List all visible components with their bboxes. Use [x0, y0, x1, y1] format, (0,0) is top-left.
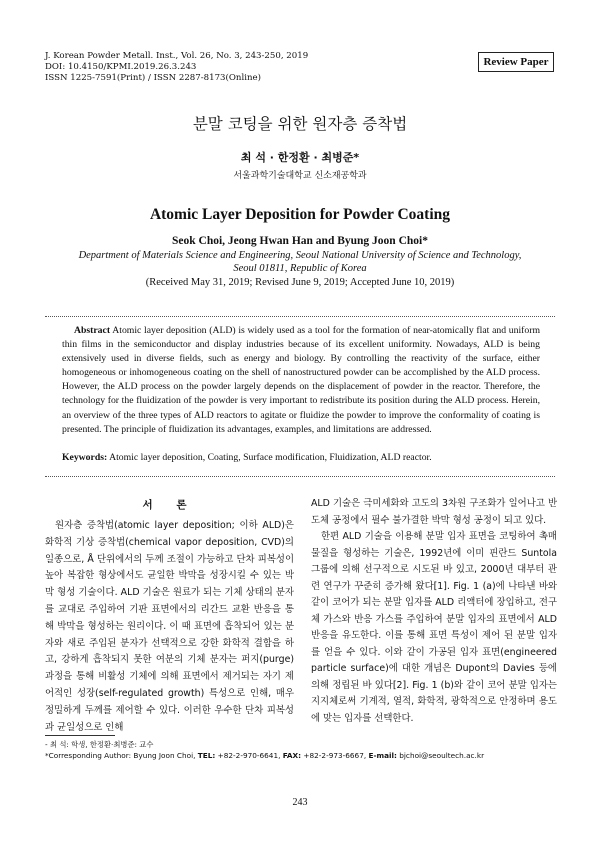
right-column-paragraph-1: ALD 기술은 극미세화와 고도의 3차원 구조화가 일어나고 반도체 공정에서 필수 불가결한 박막 형성 공정이 되고 있다.: [311, 498, 557, 526]
doi-line: DOI: 10.4150/KPMI.2019.26.3.243: [45, 62, 197, 72]
right-column-paragraph-2: 한편 ALD 기술을 이용해 분말 입자 표면을 코팅하여 촉매 물질을 형성하는 기술은, 1992년에 이미 핀란드 Suntola 그룹에 의해 선구적으로 시도된 바 있고, 2000년 대부터 관련 연구가 꾸준히 증가해 왔다[1]. Fig. 1 (a)에 나타낸 바와 같이 코어가 되는 분말 입자를 ALD 리액터에 장입하고, 전구체 가스와 반응 가스를 주입하여 분말 입자의 표면에서 ALD 반응을 유도한다. 이를 통해 표면 특성이 제어 된 분말 입자를 얻을 수 있다. 이와 같이 가공된 입자 표면(engineered particle surface)에 대한 개념은 Dupont의 Davies 등에 의해 정립된 바 있다[2]. Fig. 1 (b)와 같이 코어 분말 입자는 지지체로써 기계적, 열적, 화학적, 광학적으로 안정하며 용도에 맞는 입자를 선택한다.: [311, 531, 557, 724]
fax-number: +82-2-973-6667,: [301, 751, 369, 760]
english-title: Atomic Layer Deposition for Powder Coating: [149, 206, 451, 223]
abstract-text: Atomic layer deposition (ALD) is widely used as a tool for the formation of near-atomically flat and uniform thin films in the semiconductor and display industries because of its excellent uniformity. Nowadays, ALD is being extensively used in diverse fields, such as energy and biology. By controlling the reactivity of the surface, either homogeneous or inhomogeneous coating on the shell of nanostructured powder can be accomplished by the ALD process. However, the ALD process on the powder largely depends on the displacement of powder in the reactor. Therefore, the technology for the fluidization of the powder is very important to redistribute its position during the ALD process. Herein, an overview of the three types of ALD reactors to agitate or fluidize the powder to improve the conformality of coating is presented. The principle of fluidization its advantages, examples, and limitations are addressed.: [62, 325, 541, 435]
top-divider: [45, 316, 555, 317]
abstract: [62, 324, 540, 437]
issn-line: ISSN 1225-7591(Print) / ISSN 2287-8173(Online): [45, 73, 261, 83]
footnote-rule: [45, 735, 115, 736]
email-address: bjchoi@seoultech.ac.kr: [396, 751, 485, 760]
left-column-text: 원자층 증착법(atomic layer deposition; 이하 ALD)은 화학적 기상 증착법(chemical vapor deposition, CVD)의 일종으로, Å 단위에서의 두께 조절이 가능하고 단차 피복성이 높아 복잡한 형상에서도 균일한 박막을 성장시킬 수 있는 박막 형성 기술이다. ALD 기술은 원료가 되는 기체 상태의 분자를 교대로 주입하여 기판 표면에서의 리간드 교환 반응을 통해 박막을 형성하는 원리이다. 이 때 표면에 흡착되어 있는 분자와 새로 주입된 분자가 선택적으로 강한 화학적 결합을 하고, 강하게 흡착되지 못한 여분의 기체 분자는 퍼지(purge) 과정을 통해 비활성 기체에 의해 표면에서 제거되는 자기 제어적인 성장(self-regulated growth) 특성으로 인해, 매우 정밀하게 두께를 제어할 수 있다. 이러한 우수한 단차 피복성과 균일성으로 인해: [45, 520, 294, 733]
footnote-author-roles: - 최 석: 학생, 한정환·최병준: 교수: [45, 740, 154, 749]
review-paper-badge: Review Paper: [478, 52, 554, 72]
keywords-label: Keywords:: [62, 452, 108, 463]
tel-label: TEL:: [197, 751, 216, 760]
right-column: [311, 496, 557, 727]
korean-title: 분말 코팅을 위한 원자층 증착법: [192, 115, 408, 133]
abstract-label: Abstract: [74, 325, 111, 336]
email-label: E-mail:: [368, 751, 397, 760]
korean-authors: 최 석 · 한정환 · 최병준*: [240, 151, 360, 164]
keywords: [62, 452, 542, 463]
english-affiliation-line-2: Seoul 01811, Republic of Korea: [233, 263, 367, 274]
received-dates: (Received May 31, 2019; Revised June 9, 2019; Accepted June 10, 2019): [145, 277, 455, 288]
journal-citation: J. Korean Powder Metall. Inst., Vol. 26, No. 3, 243-250, 2019: [45, 51, 309, 61]
footnote-corresponding-author: [45, 751, 484, 760]
english-authors: Seok Choi, Jeong Hwan Han and Byung Joon Choi*: [172, 235, 428, 247]
section-heading-introduction: 서 론: [142, 499, 197, 511]
english-affiliation-line-1: Department of Materials Science and Engineering, Seoul National University of Science and Technology,: [78, 250, 522, 261]
keywords-text: Atomic layer deposition, Coating, Surface modification, Fluidization, ALD reactor.: [109, 452, 432, 463]
fax-label: FAX:: [282, 751, 302, 760]
korean-affiliation: 서울과학기술대학교 신소재공학과: [233, 171, 367, 181]
tel-number: +82-2-970-6641,: [215, 751, 283, 760]
bottom-divider: [45, 476, 555, 477]
corresponding-author-name: *Corresponding Author: Byung Joon Choi,: [45, 751, 198, 760]
page-number: 243: [292, 797, 308, 808]
